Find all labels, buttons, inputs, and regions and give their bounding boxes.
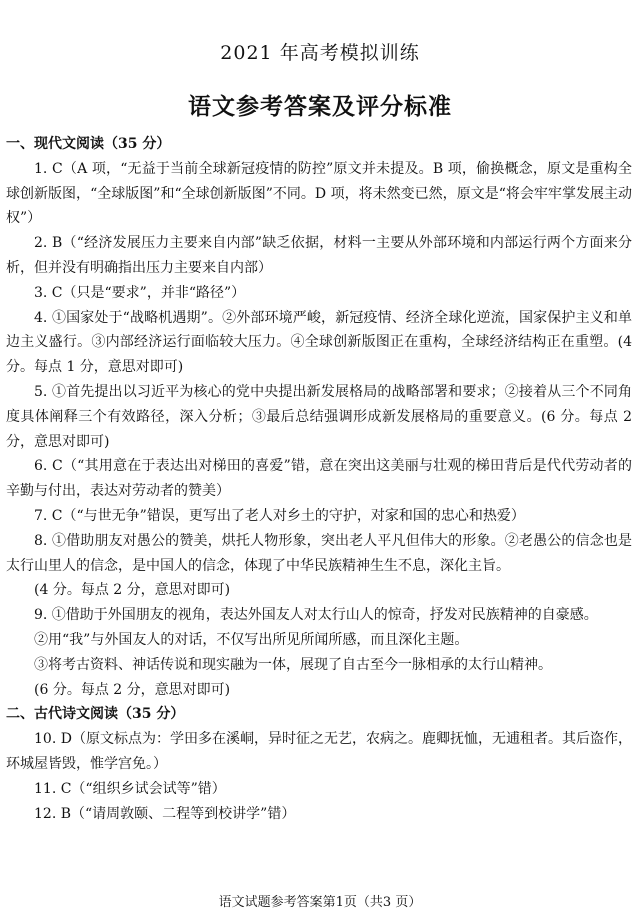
answer-9-point-2: ②用“我”与外国友人的对话，不仅写出所见所闻所感，而且深化主题。 xyxy=(34,631,469,648)
answer-body xyxy=(6,132,632,826)
section-heading-modern-reading: 一、现代文阅读（35 分） xyxy=(6,136,171,152)
answer-6: 6. C（“其用意在于表达出对梯田的喜爱”错，意在突出这美丽与壮观的梯田背后是代代劳动者的辛勤与付出，表达对劳动者的赞美） xyxy=(6,458,632,500)
answer-11: 11. C（“组织乡试会试等”错） xyxy=(34,780,226,797)
answer-1: 1. C（A 项，“无益于当前全球新冠疫情的防控”原文并未提及。B 项，偷换概念，原文是重构全球创新版图，“全球版图”和“全球创新版图”不同。D 项，将未然变已然，原文是“将会牢牢掌发展主动权”） xyxy=(6,160,632,227)
answer-8: 8. ①借助朋友对愚公的赞美，烘托人物形象，突出老人平凡但伟大的形象。②老愚公的信念也是太行山里人的信念，是中国人的信念，体现了中华民族精神生生不息，深化主旨。 xyxy=(6,532,632,574)
answer-12: 12. B（“请周敦颐、二程等到校讲学”错） xyxy=(34,805,296,822)
document-subtitle: 语文参考答案及评分标准 xyxy=(188,93,452,120)
answer-7: 7. C（“与世无争”错误，更写出了老人对乡土的守护，对家和国的忠心和热爱） xyxy=(34,507,525,524)
answer-9: 9. ①借助于外国朋友的视角，表达外国友人对太行山人的惊奇，抒发对民族精神的自豪感。 xyxy=(34,607,598,624)
answer-2: 2. B（“经济发展压力主要来自内部”缺乏依据，材料一主要从外部环境和内部运行两个方面来分析，但并没有明确指出压力主要来自内部） xyxy=(6,235,632,276)
answer-10: 10. D（原文标点为：学田多在溪峒，异时征之无艺，农病之。鹿卿抚恤，无逋租者。其后盗作，环城屋皆毁，惟学宫免。） xyxy=(6,731,632,772)
exam-title: 2021 年高考模拟训练 xyxy=(220,42,420,64)
answer-4: 4. ①国家处于“战略机遇期”。②外部环境严峻，新冠疫情、经济全球化逆流，国家保护主义和单边主义盛行。③内部经济运行面临较大压力。④全球创新版图正在重构，全球经济结构正在重塑。(4 分。每点 1 分，意思对即可) xyxy=(6,309,632,376)
answer-3: 3. C（只是“要求”，并非“路径”） xyxy=(34,284,246,301)
page-footer: 语文试题参考答案第1页（共3 页） xyxy=(218,895,422,910)
answer-9-scoring-note: (6 分。每点 2 分，意思对即可) xyxy=(34,681,231,698)
section-heading-classical-reading: 二、古代诗文阅读（35 分） xyxy=(6,706,185,723)
answer-9-point-3: ③将考古资料、神话传说和现实融为一体，展现了自古至今一脉相承的太行山精神。 xyxy=(34,656,552,673)
answer-5: 5. ①首先提出以习近平为核心的党中央提出新发展格局的战略部署和要求；②接着从三个不同角度具体阐释三个有效路径，深入分析；③最后总结强调形成新发展格局的重要意义。(6 分。每点 2 分，意思对即可) xyxy=(6,383,632,450)
answer-8-scoring-note: (4 分。每点 2 分，意思对即可) xyxy=(34,582,231,599)
